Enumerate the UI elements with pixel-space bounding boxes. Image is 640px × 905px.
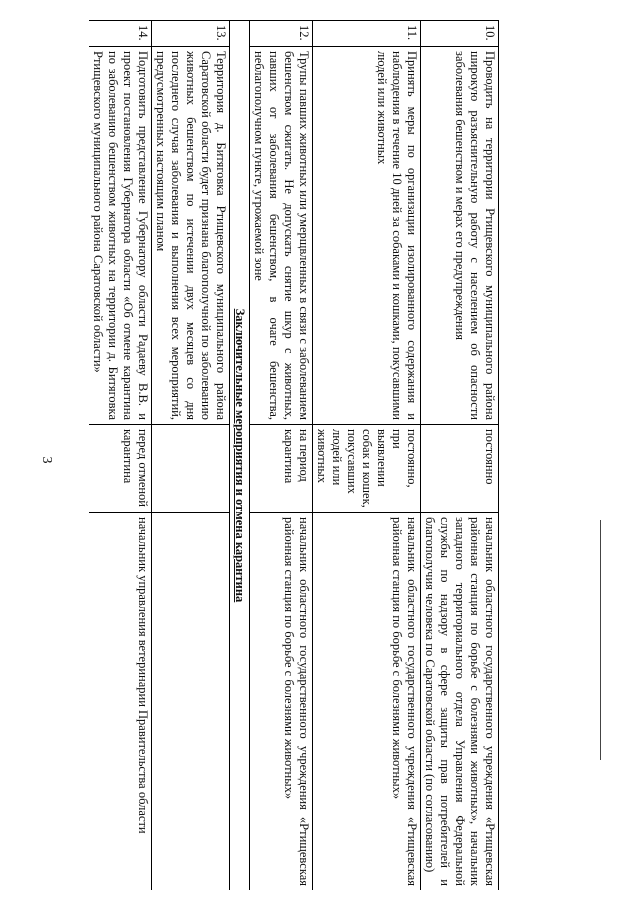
row-number: 10.	[421, 21, 499, 47]
footer-divider	[600, 520, 601, 760]
responsible-cell: начальник областного государственного учреждения «Ртищевская районная станция по борьбе с болезнями животных»	[313, 513, 421, 891]
measure-cell: Территория д. Битяговка Ртищевского муниципального района Саратовской области будет признана благополучной по заболеванию животных бешенством по истечении двух месяцев со дня последнего случая заболевания и выполнения всех мероприятий, предусмотренных настоящим планом	[152, 47, 230, 425]
section-header-row	[230, 21, 250, 891]
period-cell: постоянно	[421, 425, 499, 513]
measure-cell: Трупы павших животных или умерщвленных в связи с заболеванием бешенством сжигать. Не допускать снятие шкур с животных, павших от заболевания бешенством, в очаге бешенства, неблагополучном пункте, угрожаемой зоне	[250, 47, 313, 425]
row-number: 11.	[313, 21, 421, 47]
table-row	[421, 21, 499, 891]
measure-cell: Проводить на территории Ртищевского муниципального района широкую разъяснительную работу с населением об опасности заболевания бешенством и мерах его предупреждения	[421, 47, 499, 425]
responsible-cell: начальник областного государственного учреждения «Ртищевская районная станция по борьбе с болезнями животных», начальник западного территориального отдела Управления Федеральной службы по надзору в сфере защиты прав потребителей и благополучия человека по Саратовской области (по согласованию)	[421, 513, 499, 891]
period-cell: на период карантина	[250, 425, 313, 513]
table-row	[89, 21, 152, 891]
row-number: 13.	[152, 21, 230, 47]
measure-cell: Подготовить представление Губернатору области Радаеву В.В. и проект постановления Губернатора области «Об отмене карантина по заболеванию бешенством животных на территории д. Битяговка Ртищевского муниципального района Саратовской области»	[89, 47, 152, 425]
table-row	[152, 21, 230, 891]
responsible-cell: начальник управления ветеринарии Правительства области	[89, 513, 152, 891]
rotated-plan-table	[83, 20, 499, 890]
period-cell	[152, 425, 230, 513]
row-number: 14.	[89, 21, 152, 47]
table-row	[250, 21, 313, 891]
page-number: 3	[39, 456, 54, 464]
table-row	[313, 21, 421, 891]
period-cell: постоянно, при выявлении собак и кошек, покусавших людей или животных	[313, 425, 421, 513]
plan-table	[89, 20, 499, 890]
section-title: Заключительные мероприятия и отмена карантина	[230, 21, 250, 891]
measure-cell: Принять меры по организации изолированного содержания и наблюдения в течение 10 дней за собаками и кошками, покусавшими людей или животных	[313, 47, 421, 425]
period-cell: перед отменой карантина	[89, 425, 152, 513]
responsible-cell: начальник областного государственного учреждения «Ртищевская районная станция по борьбе с болезнями животных»	[250, 513, 313, 891]
plan-table-container	[83, 20, 499, 890]
row-number: 12.	[250, 21, 313, 47]
responsible-cell	[152, 513, 230, 891]
